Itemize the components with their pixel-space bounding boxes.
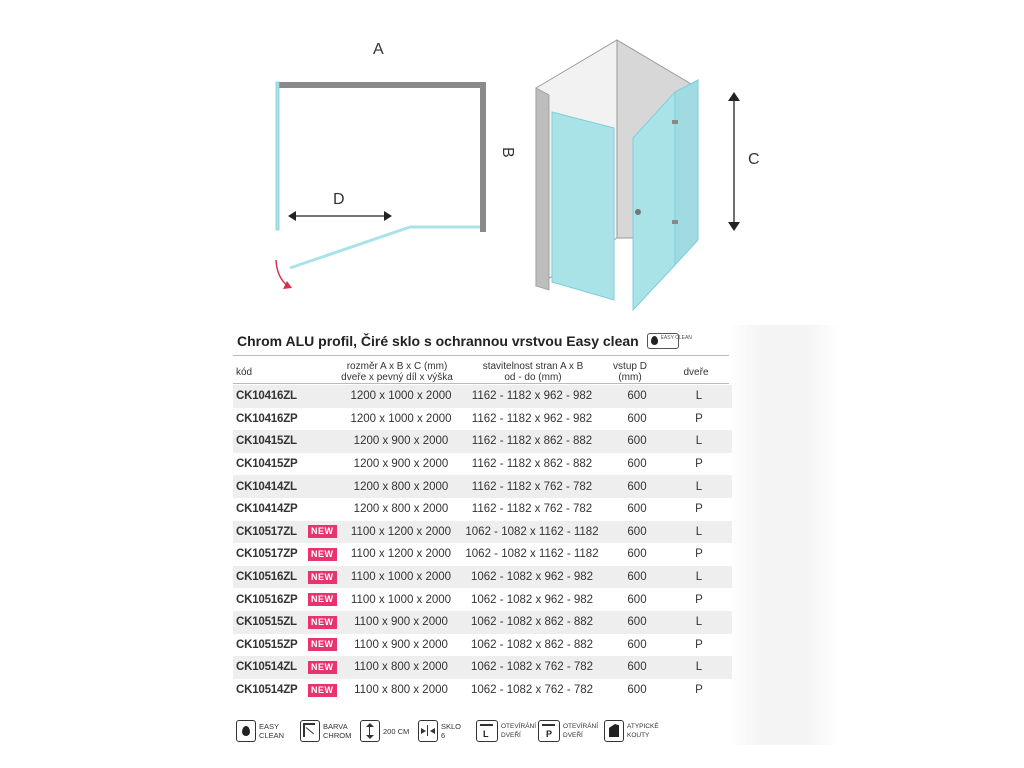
code-cell: CK10415ZL — [233, 430, 306, 453]
header-entry-line2: (mm) — [618, 372, 642, 383]
code-cell: CK10516ZP — [236, 593, 298, 606]
size-cell: 1100 x 1000 x 2000 — [346, 566, 456, 589]
table-row — [233, 634, 732, 657]
table-row — [233, 385, 732, 408]
plan-view-diagram — [276, 41, 516, 289]
size-cell: 1200 x 800 x 2000 — [346, 475, 456, 498]
hinge-bottom — [672, 220, 678, 224]
entry-cell: 600 — [627, 548, 647, 561]
entry-cell: 600 — [627, 684, 647, 697]
entry-cell: 600 — [608, 521, 666, 544]
header-divider — [233, 383, 729, 384]
new-cell — [306, 679, 346, 702]
fixed-glass-3d — [675, 80, 698, 265]
legend-door-left-line1: OTEVÍRÁNÍ — [501, 723, 537, 730]
legend-color — [300, 716, 351, 746]
entry-cell: 600 — [627, 503, 647, 516]
table-row — [233, 475, 732, 498]
header-door: dveře — [683, 367, 709, 378]
size-cell: 1100 x 1000 x 2000 — [350, 593, 452, 606]
legend-height — [360, 716, 409, 746]
wall-edge-left — [536, 88, 549, 290]
new-cell — [306, 498, 346, 521]
entry-cell: 600 — [627, 638, 647, 651]
new-badge: NEW — [308, 571, 337, 584]
entry-cell: 600 — [608, 566, 666, 589]
height-icon — [360, 720, 380, 742]
right-wall — [480, 82, 486, 232]
code-cell: CK10416ZL — [233, 385, 306, 408]
dimension-c-arrow-top — [728, 92, 740, 101]
door-cell: P — [695, 503, 703, 516]
header-entry — [601, 361, 659, 383]
adjustability-cell: 1062 - 1082 x 1162 - 1182 — [456, 521, 608, 544]
legend-height-text: 200 CM — [383, 726, 410, 736]
door-cell: P — [695, 684, 703, 697]
new-cell — [306, 543, 346, 566]
header-adj-line1: stavitelnost stran A x B — [482, 361, 584, 372]
legend-door-right — [538, 716, 598, 746]
glass-thickness-icon — [418, 720, 438, 742]
code-cell: CK10414ZL — [233, 475, 306, 498]
code-cell: CK10517ZL — [233, 521, 306, 544]
legend-color-line1: BARVA — [323, 722, 348, 731]
size-cell: 1100 x 800 x 2000 — [346, 656, 456, 679]
swing-arrow — [276, 260, 288, 286]
table-row — [233, 679, 732, 702]
adjustability-cell: 1162 - 1182 x 962 - 982 — [471, 412, 593, 425]
header-adjustability — [458, 361, 608, 383]
new-badge: NEW — [308, 525, 337, 538]
new-badge: NEW — [308, 661, 337, 674]
new-cell — [306, 611, 346, 634]
new-cell — [306, 475, 346, 498]
adjustability-cell: 1062 - 1082 x 762 - 782 — [470, 684, 594, 697]
header-adj-line2: od - do (mm) — [504, 372, 562, 383]
profile-color-icon — [300, 720, 320, 742]
legend-easy-clean — [236, 716, 284, 746]
table-row — [233, 656, 732, 679]
door-opening-right-icon — [538, 720, 560, 742]
easy-clean-badge-icon — [647, 333, 692, 349]
left-glass-3d — [552, 112, 614, 300]
size-cell: 1100 x 1200 x 2000 — [346, 521, 456, 544]
door-cell: L — [666, 521, 732, 544]
dimension-d-arrow-left — [288, 211, 296, 221]
entry-cell: 600 — [608, 430, 666, 453]
legend-door-left — [476, 716, 536, 746]
new-badge: NEW — [308, 638, 337, 651]
adjustability-cell: 1062 - 1082 x 962 - 982 — [456, 566, 608, 589]
new-cell — [306, 656, 346, 679]
new-cell — [306, 385, 346, 408]
entry-cell: 600 — [627, 593, 647, 606]
code-cell: CK10516ZL — [233, 566, 306, 589]
new-cell — [306, 453, 346, 476]
table-row — [233, 566, 732, 589]
water-drop-icon — [236, 720, 256, 742]
size-cell: 1100 x 900 x 2000 — [346, 611, 456, 634]
door-left-letter: L — [483, 729, 489, 739]
door-cell: P — [695, 638, 703, 651]
shower-diagrams — [0, 0, 1024, 330]
new-cell — [306, 588, 346, 611]
door-cell: L — [666, 430, 732, 453]
adjustability-cell: 1062 - 1082 x 762 - 782 — [456, 656, 608, 679]
code-cell: CK10414ZP — [236, 503, 298, 516]
table-row — [233, 588, 732, 611]
size-cell: 1100 x 900 x 2000 — [354, 638, 448, 651]
legend-door-left-line2: DVEŘÍ — [501, 732, 521, 739]
table-row — [233, 408, 732, 431]
code-cell: CK10517ZP — [236, 548, 298, 561]
header-code: kód — [236, 367, 253, 378]
door-cell: L — [666, 656, 732, 679]
entry-cell: 600 — [608, 385, 666, 408]
door-glass-panel — [290, 227, 410, 268]
new-badge: NEW — [308, 548, 337, 561]
code-cell: CK10515ZP — [236, 638, 298, 651]
header-size — [336, 361, 458, 383]
legend-door-right-line1: OTEVÍRÁNÍ — [563, 723, 599, 730]
code-cell: CK10514ZP — [236, 684, 298, 697]
adjustability-cell: 1062 - 1082 x 862 - 882 — [456, 611, 608, 634]
atypical-corner-icon — [604, 720, 624, 742]
top-wall — [276, 82, 486, 88]
new-badge: NEW — [308, 684, 337, 697]
code-cell: CK10416ZP — [236, 412, 298, 425]
size-cell: 1200 x 1000 x 2000 — [350, 412, 452, 425]
code-cell: CK10514ZL — [233, 656, 306, 679]
adjustability-cell: 1062 - 1082 x 1162 - 1182 — [465, 548, 599, 561]
easy-clean-badge-text: EASY CLEAN — [660, 335, 692, 342]
table-row — [233, 611, 732, 634]
dimension-c-label: C — [748, 151, 760, 168]
code-cell: CK10515ZL — [233, 611, 306, 634]
legend-glass-line2: 6 — [441, 731, 446, 740]
code-cell: CK10415ZP — [236, 458, 298, 471]
adjustability-cell: 1062 - 1082 x 962 - 982 — [470, 593, 594, 606]
product-table — [233, 385, 732, 701]
dimension-d-arrow-right — [384, 211, 392, 221]
title-divider — [233, 355, 729, 356]
door-cell: P — [695, 593, 703, 606]
door-cell: L — [666, 385, 732, 408]
legend-door-right-line2: DVEŘÍ — [563, 732, 583, 739]
adjustability-cell: 1162 - 1182 x 862 - 882 — [471, 458, 593, 471]
left-glass-panel — [276, 82, 279, 230]
entry-cell: 600 — [608, 611, 666, 634]
new-cell — [306, 634, 346, 657]
adjustability-cell: 1162 - 1182 x 862 - 882 — [456, 430, 608, 453]
entry-cell: 600 — [608, 475, 666, 498]
adjustability-cell: 1062 - 1082 x 862 - 882 — [470, 638, 594, 651]
table-row — [233, 453, 732, 476]
new-cell — [306, 408, 346, 431]
legend-glass-line1: SKLO — [441, 722, 462, 731]
size-cell: 1200 x 1000 x 2000 — [346, 385, 456, 408]
dimension-d-label: D — [333, 191, 345, 208]
door-cell: P — [695, 548, 703, 561]
legend-color-line2: CHROM — [323, 731, 352, 740]
dimension-a-label: A — [373, 41, 384, 58]
new-cell — [306, 521, 346, 544]
new-cell — [306, 430, 346, 453]
legend-atypical-line1: ATYPICKÉ — [627, 723, 659, 730]
header-size-line2: dveře x pevný díl x výška — [341, 372, 453, 383]
door-cell: L — [666, 475, 732, 498]
table-title — [237, 333, 692, 350]
perspective-diagram — [536, 40, 760, 310]
table-title-text: Chrom ALU profil, Čiré sklo s ochrannou vrstvou Easy clean — [237, 333, 639, 349]
door-cell: P — [695, 458, 703, 471]
door-cell: L — [666, 566, 732, 589]
dimension-c-arrow-bottom — [728, 222, 740, 231]
door-handle — [635, 209, 641, 215]
header-size-line1: rozměr A x B x C (mm) — [346, 361, 448, 372]
table-row — [233, 543, 732, 566]
adjustability-cell: 1162 - 1182 x 762 - 782 — [471, 503, 593, 516]
legend-atypical-line2: KOUTY — [627, 732, 650, 739]
entry-cell: 600 — [627, 412, 647, 425]
table-row — [233, 498, 732, 521]
hinge-top — [672, 120, 678, 124]
entry-cell: 600 — [627, 458, 647, 471]
new-badge: NEW — [308, 616, 337, 629]
legend-atypical — [604, 716, 659, 746]
adjustability-cell: 1162 - 1182 x 962 - 982 — [456, 385, 608, 408]
table-row — [233, 521, 732, 544]
dimension-b-label: B — [499, 147, 516, 158]
adjustability-cell: 1162 - 1182 x 762 - 782 — [456, 475, 608, 498]
door-opening-left-icon — [476, 720, 498, 742]
legend-glass — [418, 716, 461, 746]
entry-cell: 600 — [608, 656, 666, 679]
product-table-body — [233, 385, 732, 701]
size-cell: 1200 x 900 x 2000 — [346, 430, 456, 453]
size-cell: 1200 x 900 x 2000 — [353, 458, 449, 471]
legend-easy-clean-line1: EASY — [259, 722, 280, 731]
door-cell: P — [695, 412, 703, 425]
door-cell: L — [666, 611, 732, 634]
size-cell: 1100 x 1200 x 2000 — [350, 548, 452, 561]
table-row — [233, 430, 732, 453]
legend-easy-clean-line2: CLEAN — [259, 731, 285, 740]
new-cell — [306, 566, 346, 589]
size-cell: 1100 x 800 x 2000 — [354, 684, 448, 697]
size-cell: 1200 x 800 x 2000 — [353, 503, 449, 516]
door-right-letter: P — [546, 729, 553, 739]
right-shade-band — [728, 325, 840, 745]
header-entry-line1: vstup D — [613, 361, 647, 372]
new-badge: NEW — [308, 593, 337, 606]
